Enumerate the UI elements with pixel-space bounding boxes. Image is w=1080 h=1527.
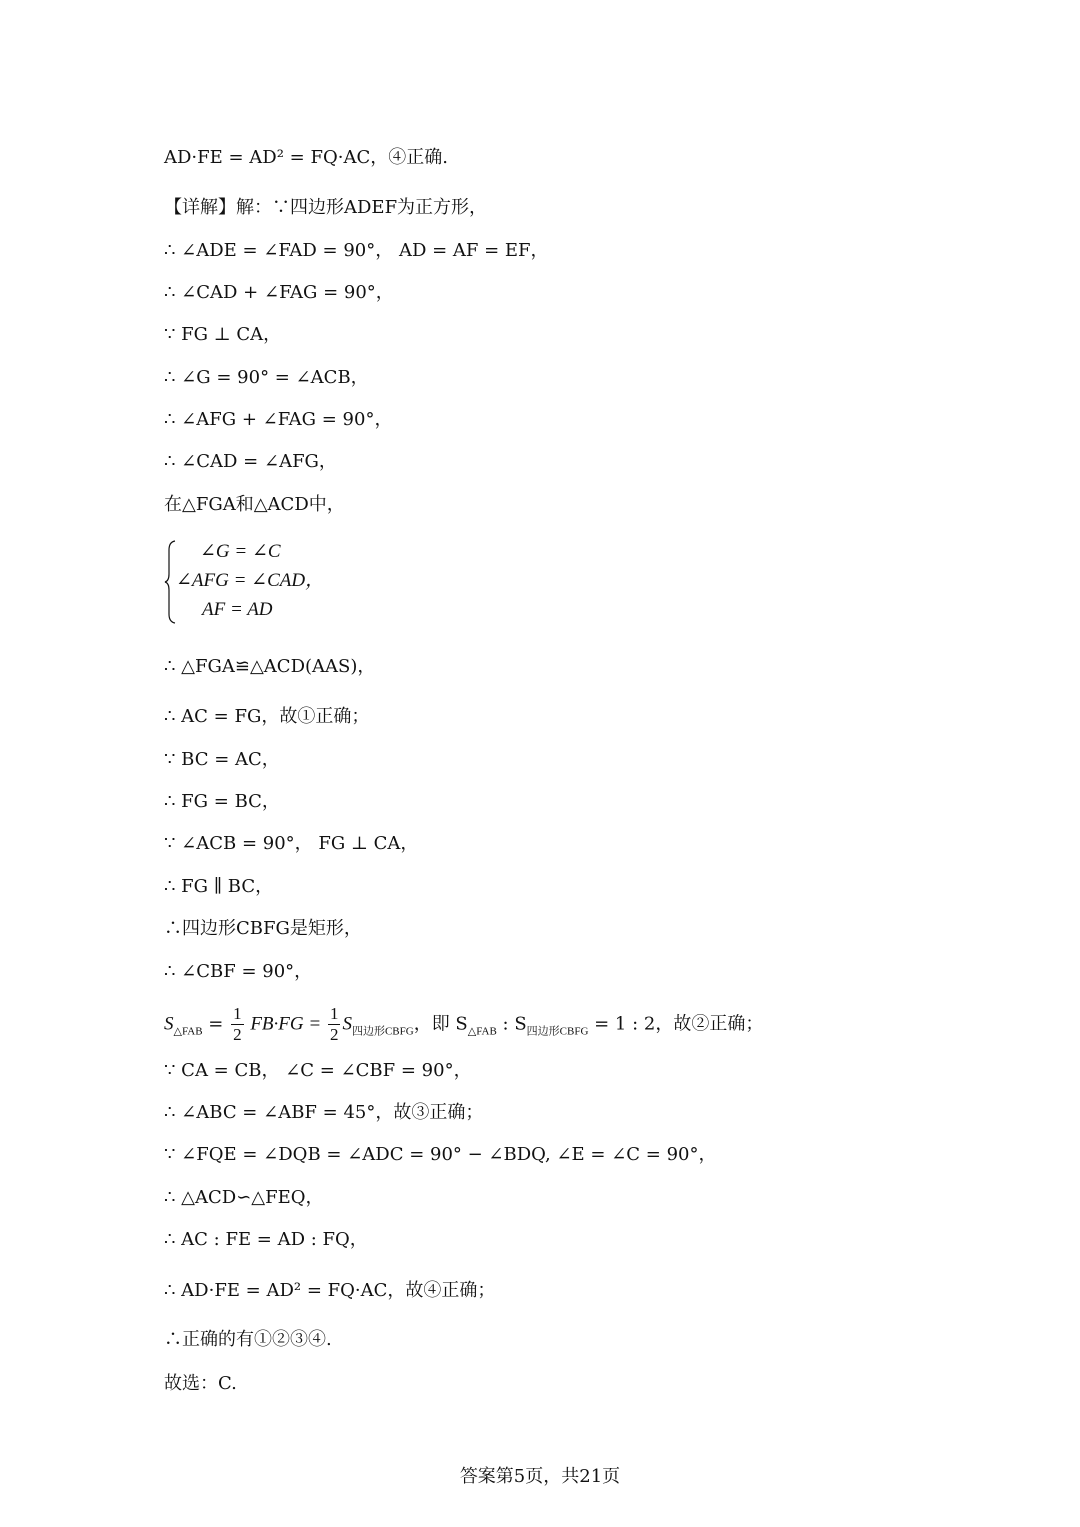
text-line: ∴ ∠AFG + ∠FAG = 90°， xyxy=(164,409,393,430)
text-line: ∴ △ACD∽△FEQ， xyxy=(164,1187,324,1208)
text-line: ∴ AD·FE = AD² = FQ·AC，故④正确； xyxy=(164,1280,496,1301)
text-line: ∴ ∠CAD + ∠FAG = 90°， xyxy=(164,282,394,303)
math-text: : S xyxy=(496,1013,527,1035)
text-line: 【详解】解：∵四边形ADEF为正方形， xyxy=(164,197,488,218)
text-line: 在△FGA和△ACD中， xyxy=(164,494,345,515)
text-line: ∴正确的有①②③④. xyxy=(164,1329,332,1350)
math-text: = xyxy=(202,1013,230,1035)
text-line: ∴ FG ∥ BC， xyxy=(164,876,274,897)
text-line: ∴ AC : FE = AD : FQ， xyxy=(164,1229,368,1250)
text-line: ∴ ∠CBF = 90°， xyxy=(164,961,313,982)
condition-1: ∠G = ∠C xyxy=(200,541,281,562)
fraction-numerator: 1 xyxy=(233,1004,242,1023)
text-line: ∴ AC = FG，故①正确； xyxy=(164,706,370,727)
text-line: ∵ CA = CB， ∠C = ∠CBF = 90°， xyxy=(164,1060,472,1081)
condition-2: ∠AFG = ∠CAD， xyxy=(176,570,325,591)
math-symbol: S xyxy=(342,1013,352,1035)
subscript: 四边形CBFG xyxy=(526,1025,589,1038)
text-line: ∴ △FGA≌△ACD(AAS)， xyxy=(164,656,376,677)
condition-3: AF = AD xyxy=(202,599,273,620)
math-text: FB·FG = xyxy=(245,1013,326,1035)
fraction-numerator: 1 xyxy=(329,1004,339,1023)
text-line: ∴ FG = BC， xyxy=(164,791,280,812)
subscript: 四边形CBFG xyxy=(351,1025,414,1038)
text-line: ∵ FG ⊥ CA， xyxy=(164,324,282,345)
subscript: △FAB xyxy=(467,1025,497,1038)
text-line: ∴ ∠ABC = ∠ABF = 45°，故③正确； xyxy=(164,1102,484,1123)
math-symbol: S xyxy=(164,1013,174,1035)
text-line: AD·FE = AD² = FQ·AC，④正确. xyxy=(164,147,448,168)
fraction-denominator: 2 xyxy=(329,1025,339,1044)
text-line: ∵ ∠ACB = 90°， FG ⊥ CA， xyxy=(164,833,419,854)
text-line: ∵ BC = AC， xyxy=(164,749,280,770)
math-text: ，即 S xyxy=(413,1013,468,1035)
fraction-denominator: 2 xyxy=(233,1025,242,1044)
subscript: △FAB xyxy=(173,1025,203,1038)
text-line: 故选：C. xyxy=(164,1373,237,1394)
fraction xyxy=(328,1004,341,1045)
area-ratio-line xyxy=(164,1004,763,1045)
condition-system xyxy=(164,538,424,628)
page-footer: 答案第5页，共21页 xyxy=(459,1466,621,1487)
fraction xyxy=(231,1004,244,1045)
text-line: ∵ ∠FQE = ∠DQB = ∠ADC = 90° − ∠BDQ, ∠E = ∠C = 90°， xyxy=(164,1144,717,1165)
text-line: ∴ ∠ADE = ∠FAD = 90°， AD = AF = EF， xyxy=(164,240,549,261)
text-line: ∴ ∠G = 90° = ∠ACB， xyxy=(164,367,369,388)
math-text: = 1 : 2，故②正确； xyxy=(588,1013,764,1035)
text-line: ∴ ∠CAD = ∠AFG， xyxy=(164,451,337,472)
text-line: ∴四边形CBFG是矩形， xyxy=(164,918,362,939)
